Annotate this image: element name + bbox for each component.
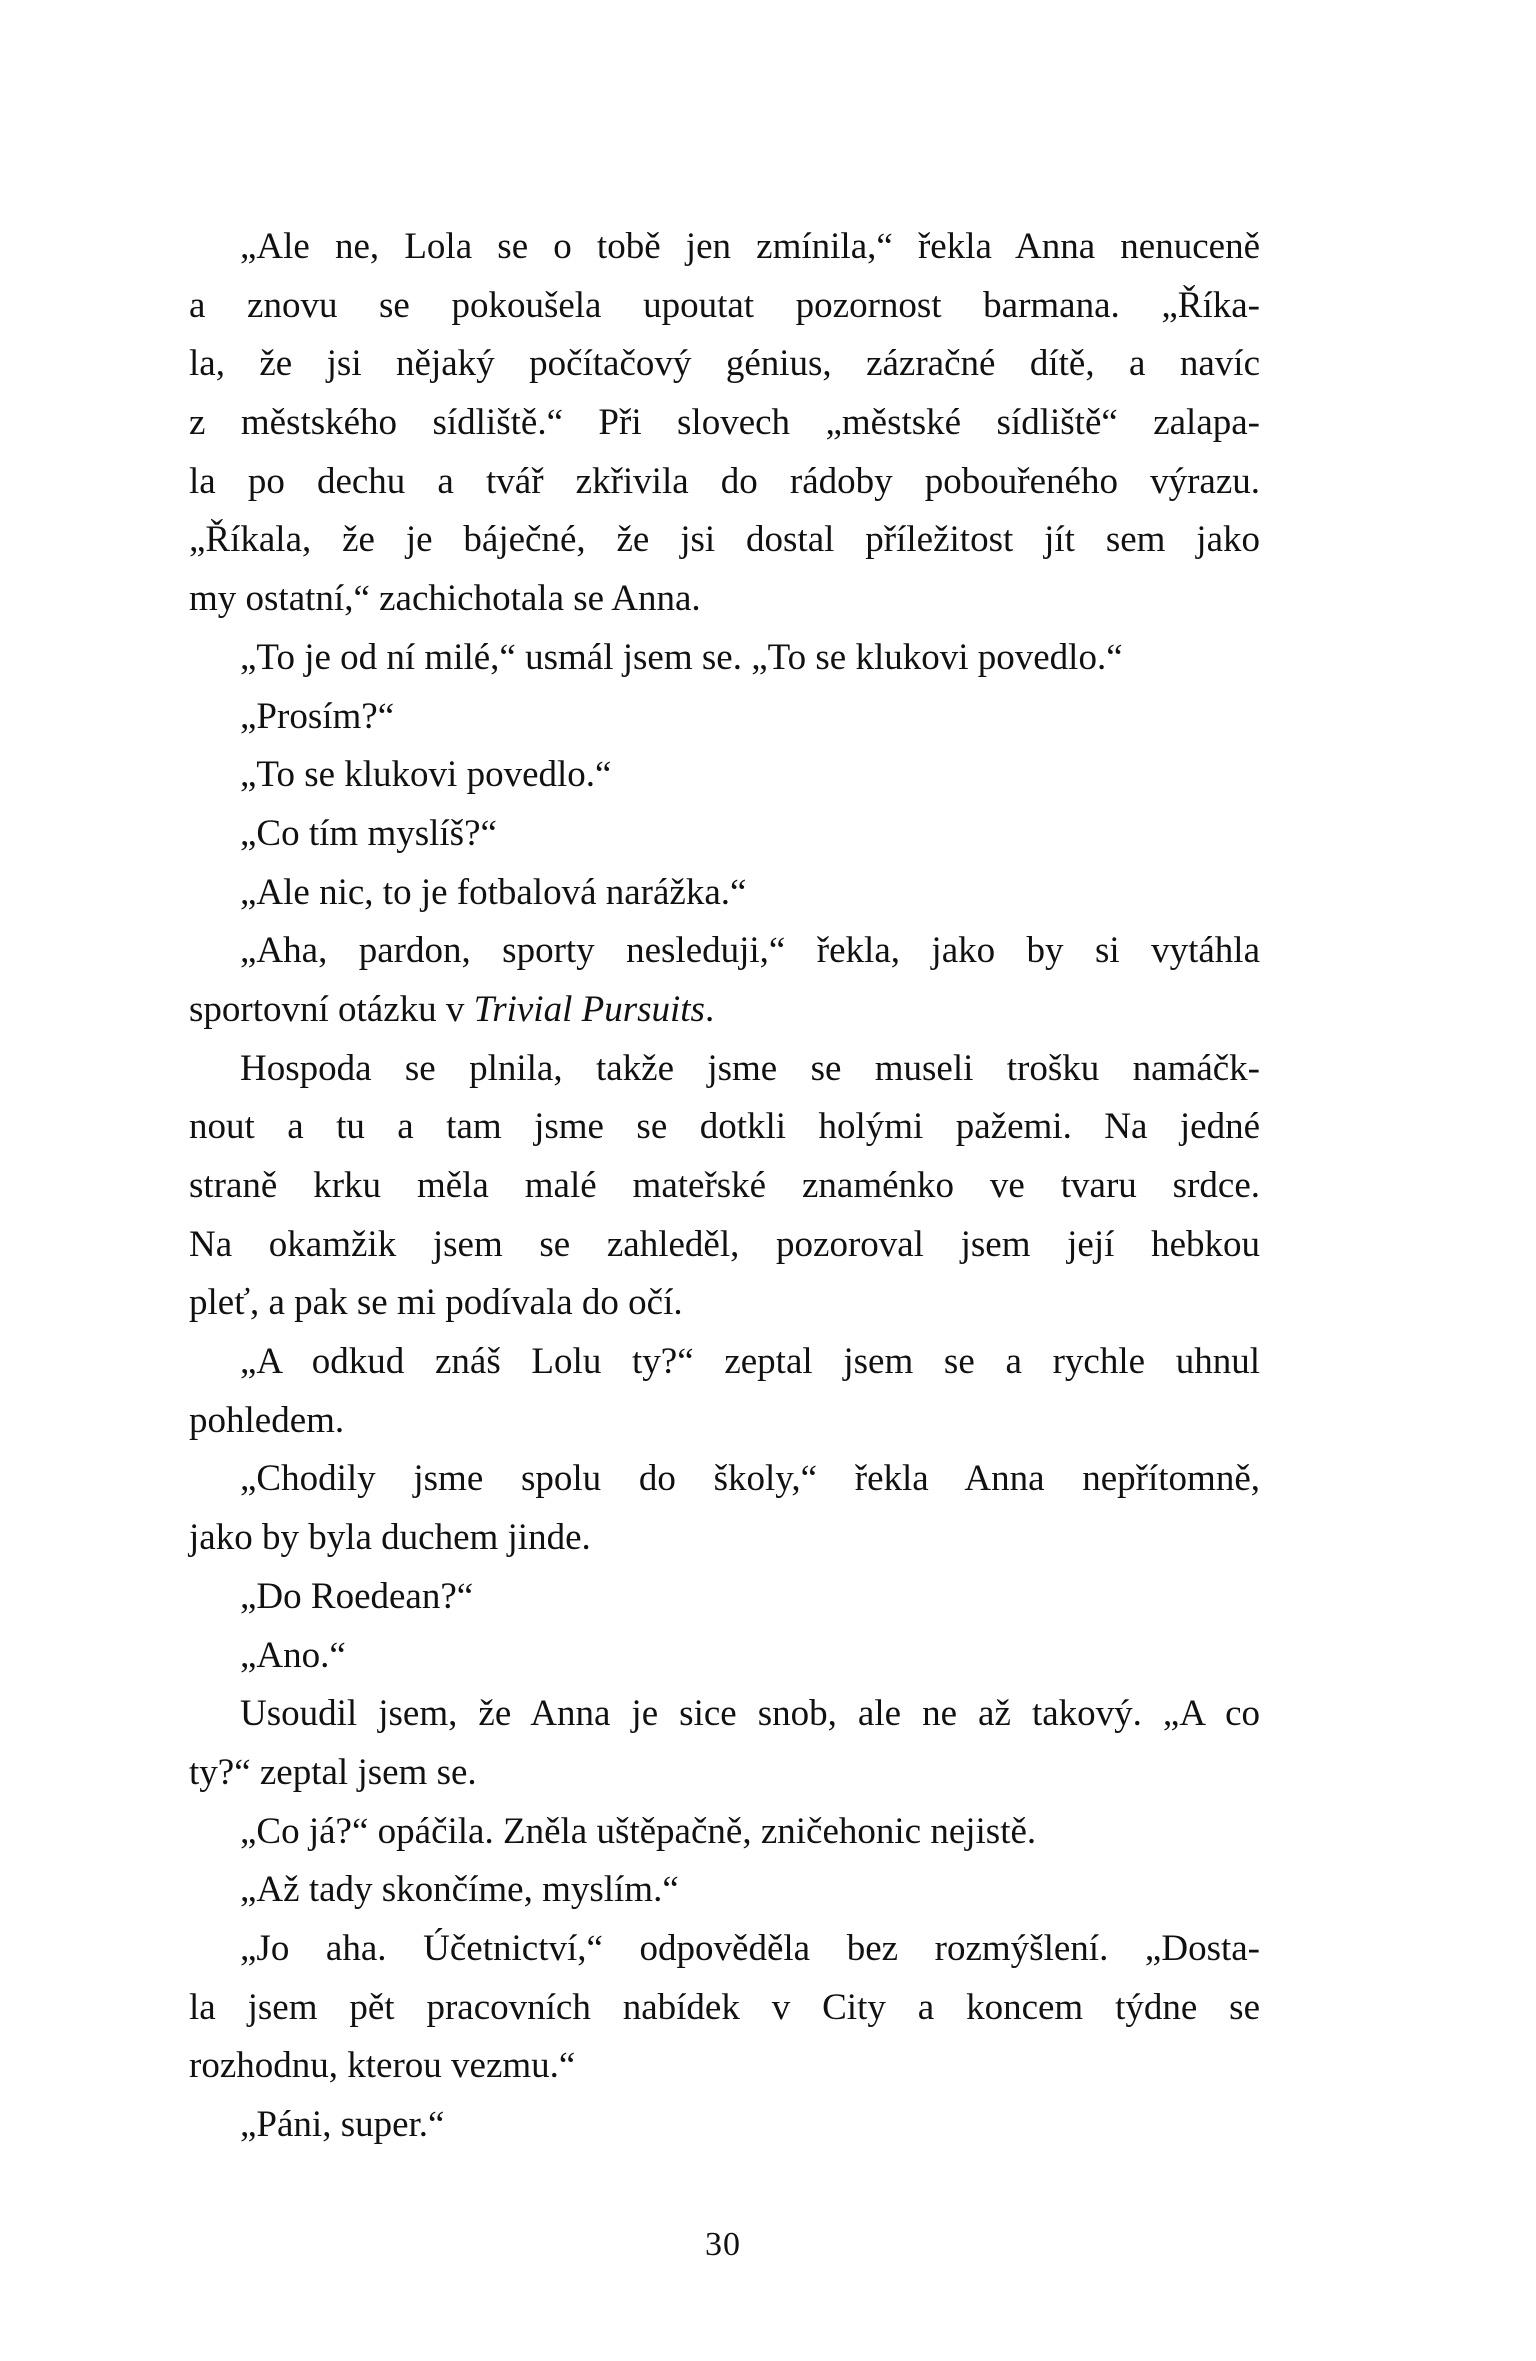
line-text: „Aha, pardon, sporty nesleduji,“ řekla, jako by si vytáhla [240,930,1260,972]
line-text: „A odkud znáš Lolu ty?“ zeptal jsem se a rychle uhnul [240,1341,1260,1383]
text-line [189,570,1260,629]
body-text [189,218,1260,2155]
text-line [189,1274,1260,1333]
text-line [189,277,1260,336]
line-text: ty?“ zeptal jsem se. [189,1751,477,1793]
line-text-end: . [704,988,715,1030]
line-text: „Chodily jsme spolu do školy,“ řekla Anna nepřítomně, [240,1458,1260,1500]
line-text: nout a tu a tam jsme se dotkli holými pažemi. Na jedné [189,1106,1260,1148]
line-text: pohledem. [189,1399,345,1441]
line-text: a znovu se pokoušela upoutat pozornost barmana. „Říka- [189,284,1260,326]
line-text: rozhodnu, kterou vezmu.“ [189,2045,576,2087]
line-text: „Do Roedean?“ [240,1575,474,1617]
line-text: „Prosím?“ [240,695,395,737]
line-text: straně krku měla malé mateřské znaménko ve tvaru srdce. [189,1165,1260,1206]
text-line [189,1920,1260,1979]
text-line [189,922,1260,981]
text-line [189,1627,1260,1686]
line-text: „Říkala, že je báječné, že jsi dostal příležitost jít sem jako [189,519,1260,561]
italic-title: Trivial Pursuits [473,988,705,1030]
text-line [189,864,1260,923]
line-text: „Co já?“ opáčila. Zněla uštěpačně, zničehonic nejistě. [240,1810,1037,1852]
line-text: Usoudil jsem, že Anna je sice snob, ale ne až takový. „A co [240,1693,1260,1735]
line-text: „To je od ní milé,“ usmál jsem se. „To se klukovi povedlo.“ [240,636,1123,678]
text-line [189,688,1260,747]
text-line [189,1098,1260,1157]
line-text: jako by byla duchem jinde. [189,1517,591,1559]
text-line [189,335,1260,394]
text-line [189,1450,1260,1509]
line-text: „Ale nic, to je fotbalová narážka.“ [240,871,747,913]
line-text: „Jo aha. Účetnictví,“ odpověděla bez rozmýšlení. „Dosta- [240,1927,1260,1969]
text-line [189,394,1260,453]
text-line [189,1685,1260,1744]
text-line [189,1803,1260,1862]
text-line [189,1744,1260,1803]
text-line [189,1861,1260,1920]
text-line [189,1157,1260,1216]
line-text: pleť, a pak se mi podívala do očí. [189,1282,683,1324]
text-line [189,511,1260,570]
text-line [189,1509,1260,1568]
line-text: my ostatní,“ zachichotala se Anna. [189,578,701,620]
text-line [189,746,1260,805]
text-line [189,1392,1260,1451]
text-line [189,805,1260,864]
text-line [189,1568,1260,1627]
text-line [189,981,1260,1040]
line-text: „To se klukovi povedlo.“ [240,754,612,796]
line-text: la jsem pět pracovních nabídek v City a koncem týdne se [189,1986,1260,2028]
text-line [189,1333,1260,1392]
text-line [189,2037,1260,2096]
text-line [189,629,1260,688]
line-text: „Ano.“ [240,1634,346,1676]
line-text: „Co tím myslíš?“ [240,812,497,854]
text-line [189,1216,1260,1275]
line-text: „Až tady skončíme, myslím.“ [240,1869,679,1911]
line-text: „Ale ne, Lola se o tobě jen zmínila,“ řekla Anna nenuceně [240,226,1260,267]
line-text: „Páni, super.“ [240,2104,445,2145]
text-line [189,218,1260,277]
line-text: z městského sídliště.“ Při slovech „městské sídliště“ zalapa- [189,402,1260,444]
text-line [189,1979,1260,2038]
text-line [189,2096,1260,2155]
page-number: 30 [705,2226,741,2263]
line-text: la po dechu a tvář zkřivila do rádoby pobouřeného výrazu. [189,460,1260,502]
text-line [189,453,1260,512]
line-text: Na okamžik jsem se zahleděl, pozoroval jsem její hebkou [189,1223,1260,1265]
line-text: la, že jsi nějaký počítačový génius, zázračné dítě, a navíc [189,343,1260,385]
line-text: Hospoda se plnila, takže jsme se museli trošku namáčk- [240,1047,1260,1089]
line-text: sportovní otázku v [189,988,474,1030]
text-line [189,1040,1260,1099]
